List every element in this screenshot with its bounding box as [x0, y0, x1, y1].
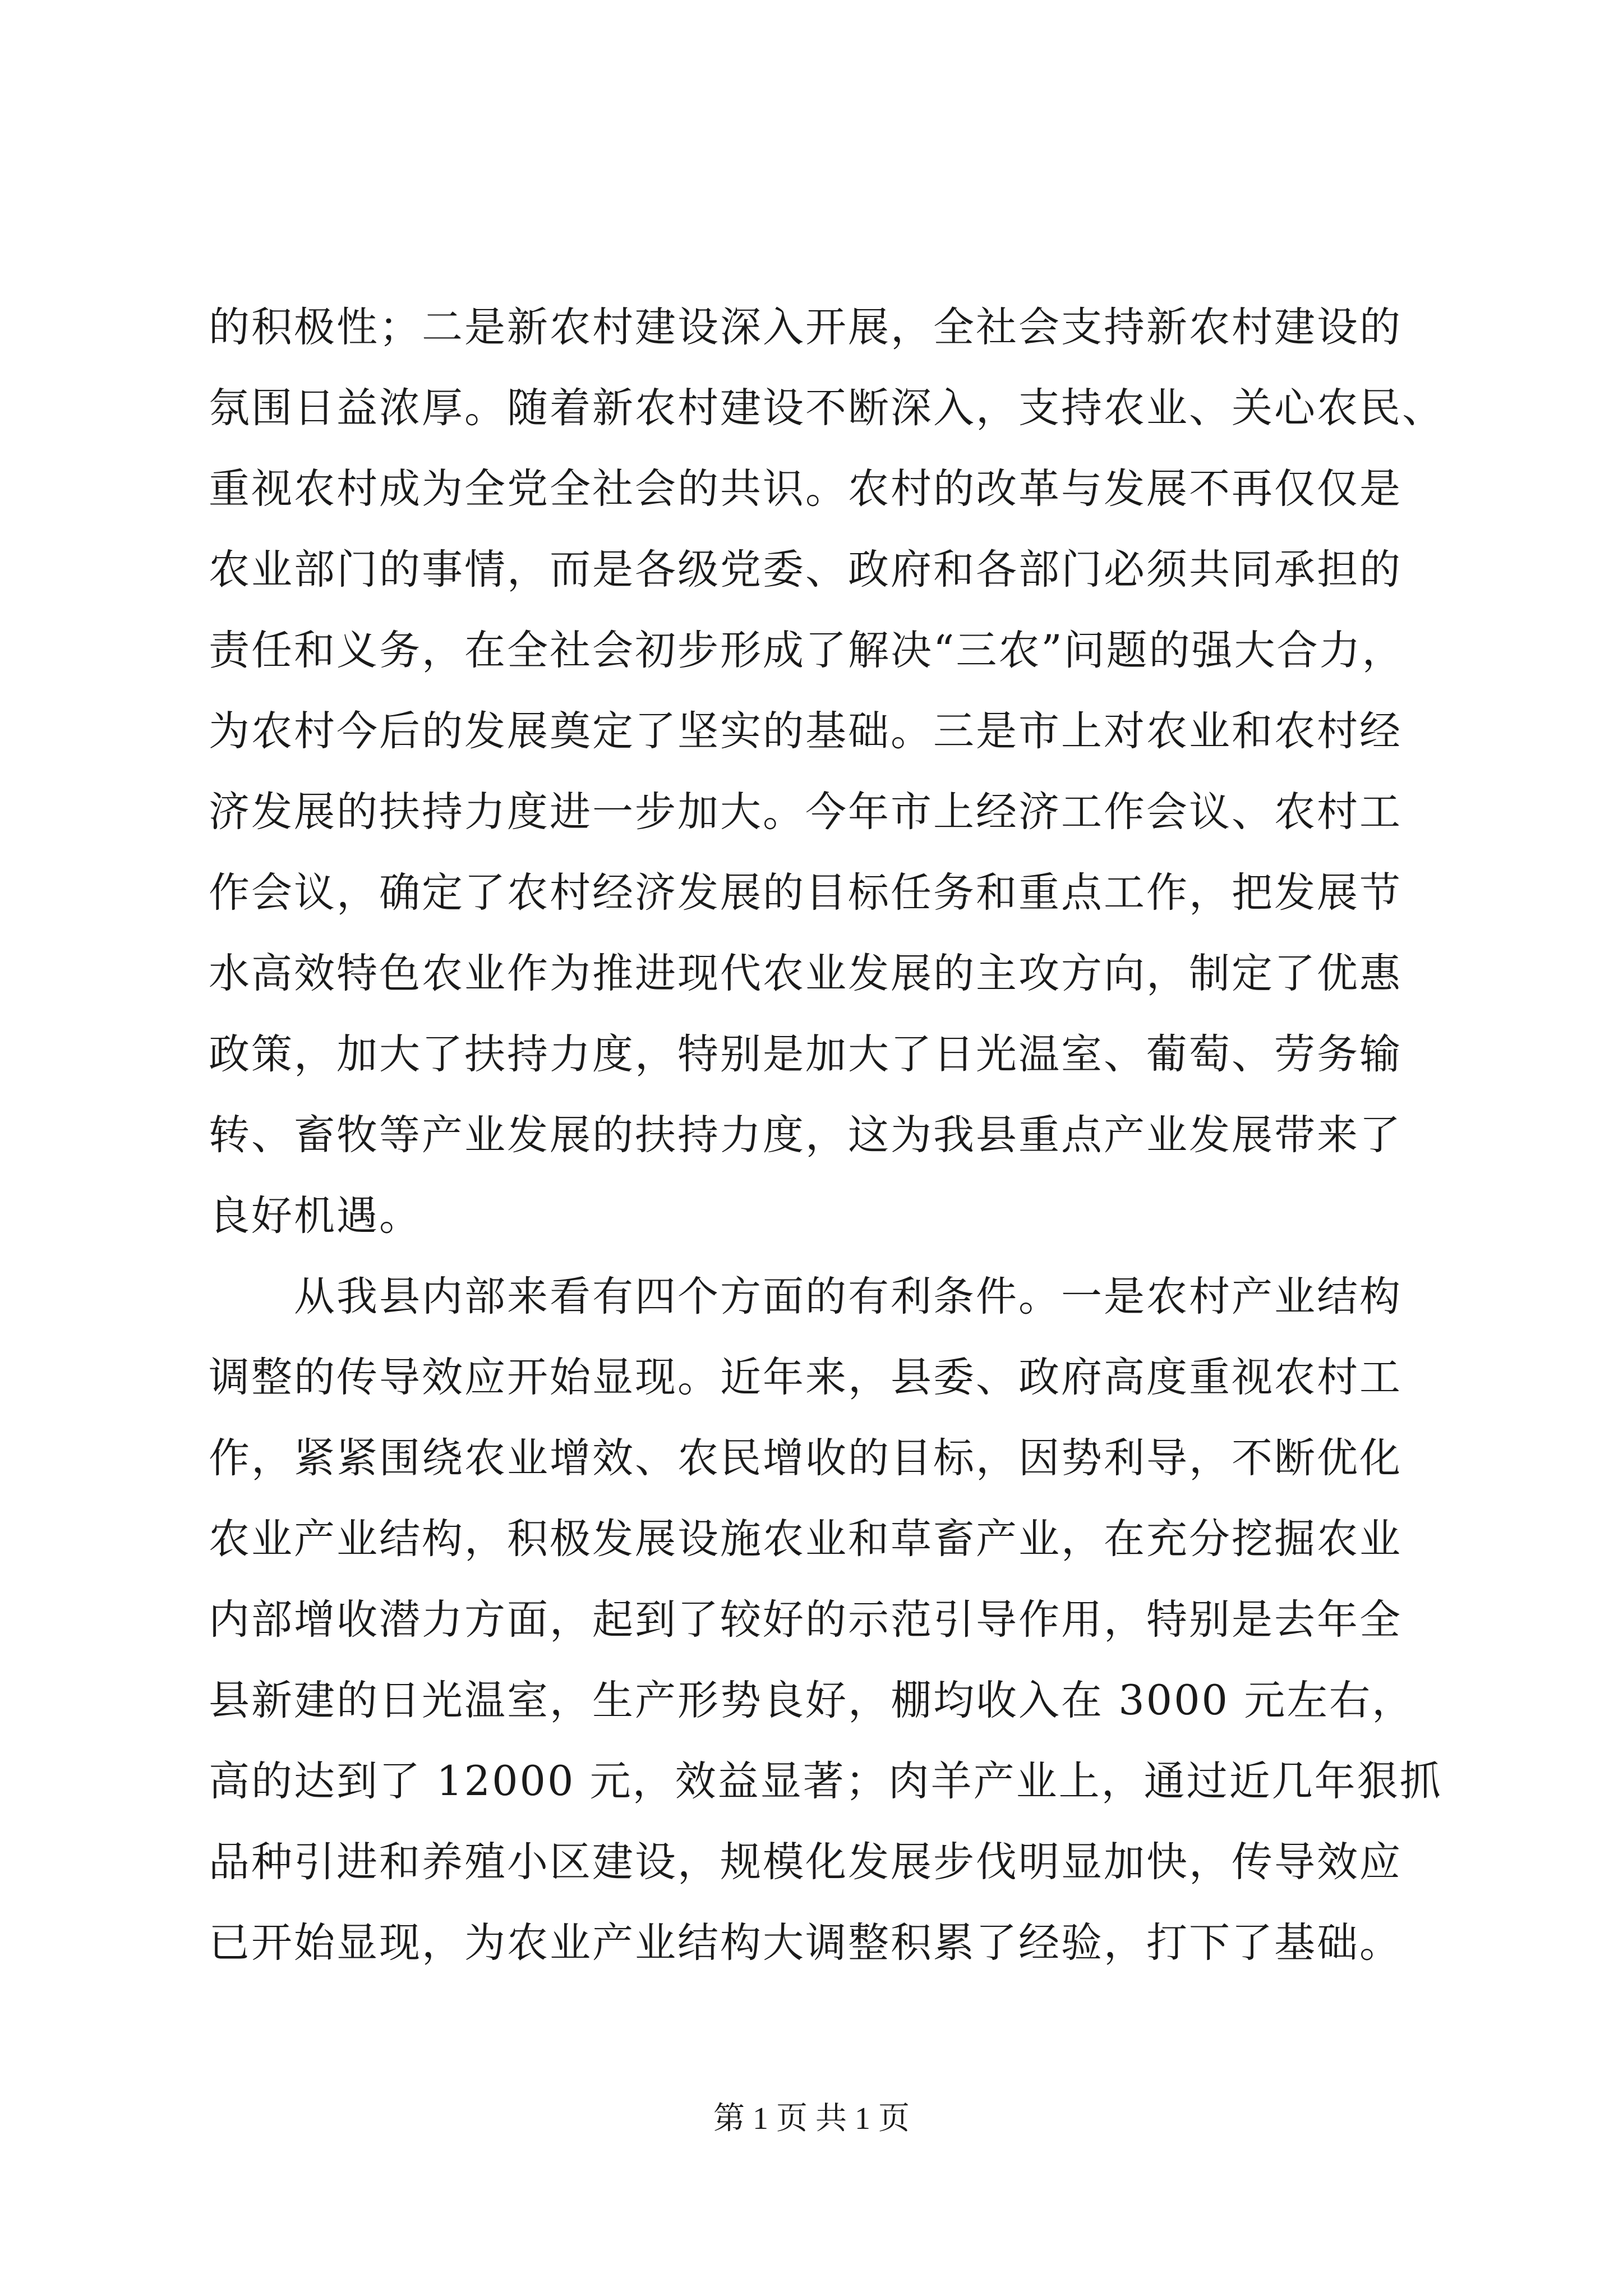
text-line: 品种引进和养殖小区建设，规模化发展步伐明显加快，传导效应	[209, 1838, 1402, 1886]
text-line: 农业产业结构，积极发展设施农业和草畜产业，在充分挖掘农业	[209, 1515, 1402, 1563]
text-line: 作会议，确定了农村经济发展的目标任务和重点工作，把发展节	[209, 869, 1402, 917]
text-line: 调整的传导效应开始显现。近年来，县委、政府高度重视农村工	[209, 1354, 1402, 1401]
text-line: 重视农村成为全党全社会的共识。农村的改革与发展不再仅仅是	[209, 465, 1402, 513]
text-line: 水高效特色农业作为推进现代农业发展的主攻方向，制定了优惠	[209, 950, 1402, 997]
text-line: 的积极性；二是新农村建设深入开展，全社会支持新农村建设的	[209, 303, 1402, 351]
text-line: 转、畜牧等产业发展的扶持力度，这为我县重点产业发展带来了	[209, 1111, 1402, 1159]
text-line: 责任和义务，在全社会初步形成了解决“三农”问题的强大合力，	[209, 627, 1405, 674]
text-line: 内部增收潜力方面，起到了较好的示范引导作用，特别是去年全	[209, 1596, 1402, 1644]
text-line: 政策，加大了扶持力度，特别是加大了日光温室、葡萄、劳务输	[209, 1030, 1402, 1078]
document-body	[209, 287, 1445, 1984]
text-line: 氛围日益浓厚。随着新农村建设不断深入，支持农业、关心农民、	[209, 384, 1445, 432]
text-line: 作，紧紧围绕农业增效、农民增收的目标，因势利导，不断优化	[209, 1434, 1402, 1482]
page-footer: 第 1 页 共 1 页	[713, 2101, 910, 2136]
text-line: 为农村今后的发展奠定了坚实的基础。三是市上对农业和农村经	[209, 707, 1402, 755]
text-line: 良好机遇。	[209, 1192, 422, 1240]
paragraph-start-line: 从我县内部来看有四个方面的有利条件。一是农村产业结构	[294, 1273, 1402, 1320]
text-line: 济发展的扶持力度进一步加大。今年市上经济工作会议、农村工	[209, 788, 1402, 836]
text-line: 县新建的日光温室，生产形势良好，棚均收入在 3000 元左右，	[209, 1677, 1415, 1724]
text-line: 已开始显现，为农业产业结构大调整积累了经验，打下了基础。	[209, 1919, 1402, 1967]
text-line: 农业部门的事情，而是各级党委、政府和各部门必须共同承担的	[209, 546, 1402, 593]
text-line: 高的达到了 12000 元，效益显著；肉羊产业上，通过近几年狠抓	[209, 1757, 1442, 1805]
